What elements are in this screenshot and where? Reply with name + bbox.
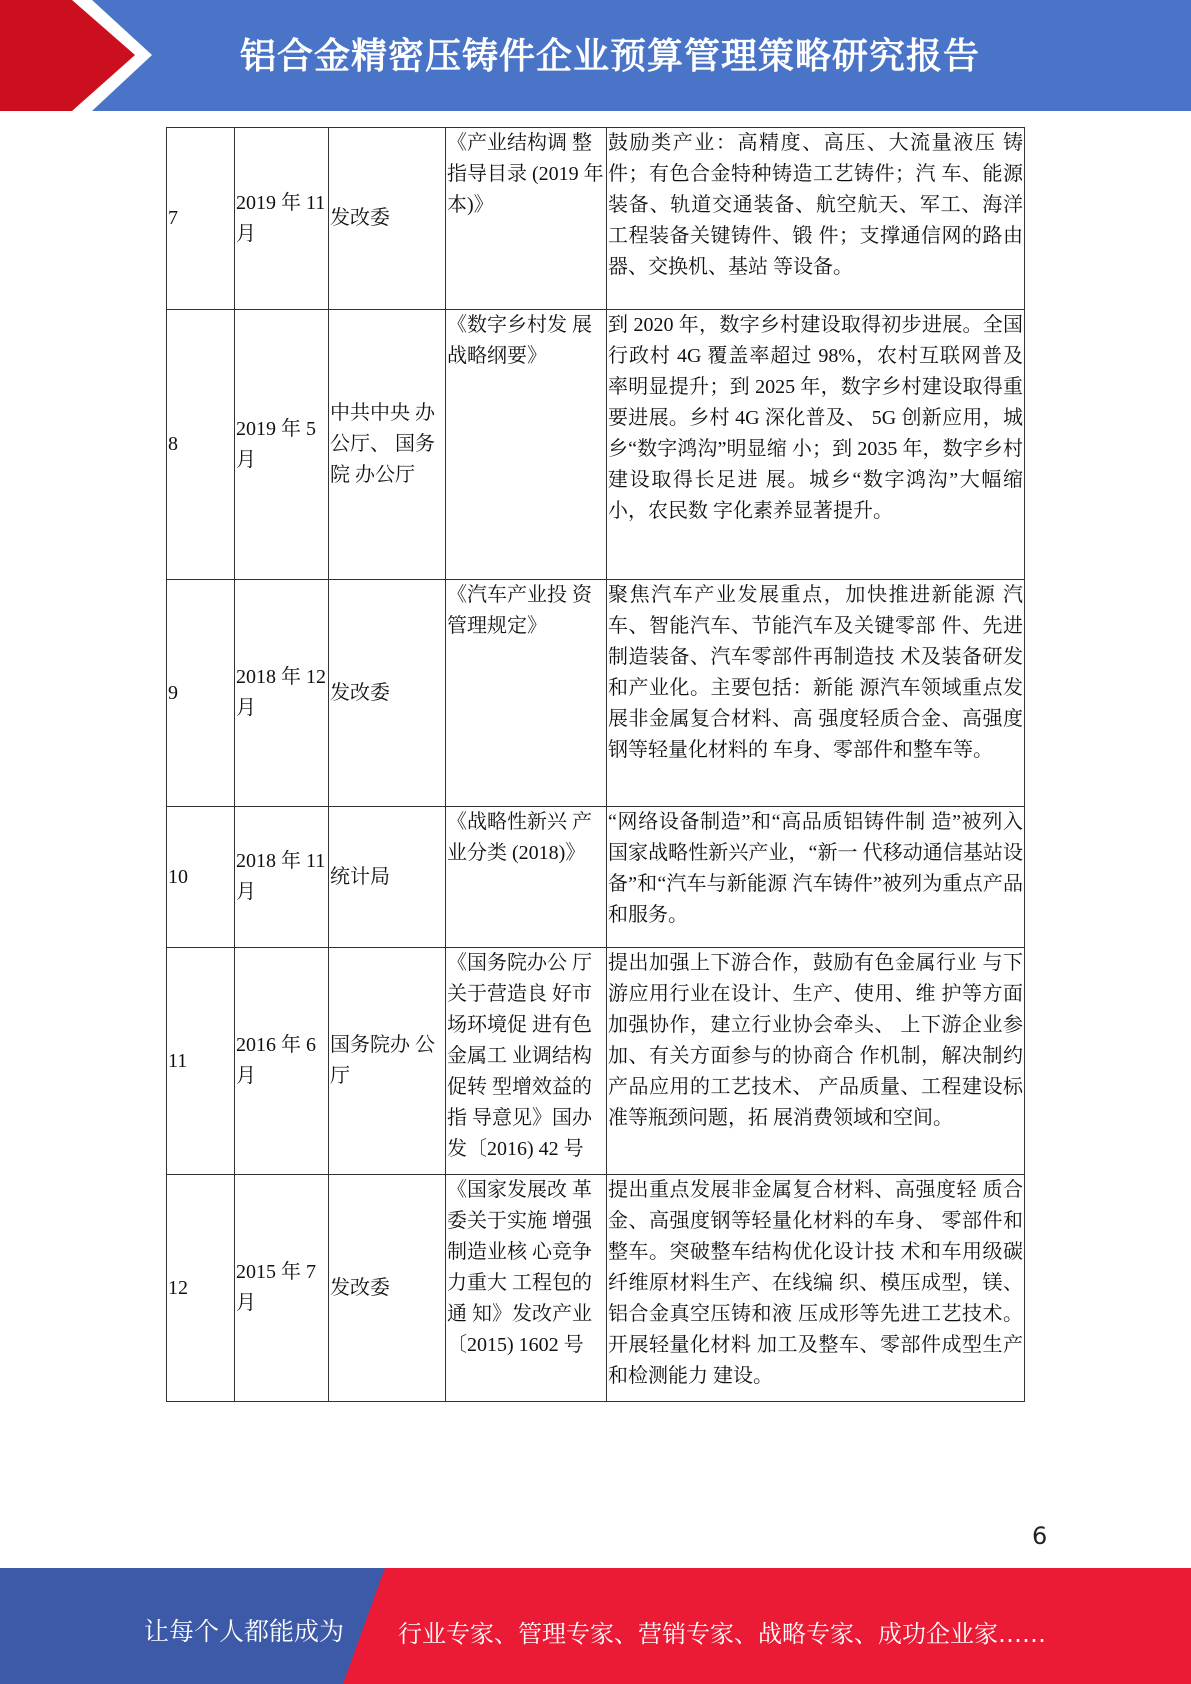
issue-date: 2018 年 11 月 [235, 807, 329, 948]
issuing-department: 国务院办 公厅 [329, 948, 446, 1175]
footer-slogan-left: 让每个人都能成为 [144, 1617, 345, 1646]
issue-date: 2015 年 7 月 [235, 1175, 329, 1402]
header-red-chevron-decoration [0, 0, 135, 111]
policy-document: 《国家发展改 革委关于实施 增强制造业核 心竞争力重大 工程包的通 知》发改产业〔2015) 1602 号 [446, 1175, 607, 1402]
row-number: 10 [167, 807, 235, 948]
row-number: 9 [167, 580, 235, 807]
policy-content: “网络设备制造”和“高品质铝铸件制 造”被列入国家战略性新兴产业，“新一 代移动通信基站设备”和“汽车与新能源 汽车铸件”被列为重点产品和服务。 [607, 807, 1025, 948]
policy-content: 聚焦汽车产业发展重点，加快推进新能源 汽车、智能汽车、节能汽车及关键零部 件、先进制造装备、汽车零部件再制造技 术及装备研发和产业化。主要包括：新能 源汽车领域重点发展非金属复合材料、高 强度轻质合金、高强度钢等轻量化材料的 车身、零部件和整车等。 [607, 580, 1025, 807]
issuing-department: 发改委 [329, 1175, 446, 1402]
table-row [167, 948, 1025, 1175]
policy-content: 鼓励类产业：高精度、高压、大流量液压 铸件；有色合金特种铸造工艺铸件；汽 车、能源装备、轨道交通装备、航空航天、军工、海洋工程装备关键铸件、锻 件；支撑通信网的路由器、交换机、基站 等设备。 [607, 128, 1025, 310]
policy-content: 到 2020 年，数字乡村建设取得初步进展。全国行政村 4G 覆盖率超过 98%，农村互联网普及率明显提升；到 2025 年，数字乡村建设取得重要进展。乡村 4G 深化普及、 5G 创新应用，城乡“数字鸿沟”明显缩 小；到 2035 年，数字乡村建设取得长足进 展。城乡“数字鸿沟”大幅缩小，农民数 字化素养显著提升。 [607, 310, 1025, 580]
policy-content: 提出重点发展非金属复合材料、高强度轻 质合金、高强度钢等轻量化材料的车身、 零部件和整车。突破整车结构优化设计技 术和车用级碳纤维原材料生产、在线编 织、模压成型，镁、铝合金真空压铸和液 压成形等先进工艺技术。开展轻量化材料 加工及整车、零部件成型生产和检测能力 建设。 [607, 1175, 1025, 1402]
issue-date: 2019 年 11 月 [235, 128, 329, 310]
table-row [167, 310, 1025, 580]
policy-document: 《汽车产业投 资管理规定》 [446, 580, 607, 807]
policy-document: 《国务院办公 厅关于营造良 好市场环境促 进有色金属工 业调结构促转 型增效益的指 导意见》国办 发〔2016) 42 号 [446, 948, 607, 1175]
issue-date: 2019 年 5 月 [235, 310, 329, 580]
page-number: 6 [1032, 1522, 1048, 1550]
issuing-department: 统计局 [329, 807, 446, 948]
issuing-department: 中共中央 办公厅、 国务院 办公厅 [329, 310, 446, 580]
policy-table [166, 127, 1025, 1402]
row-number: 11 [167, 948, 235, 1175]
issuing-department: 发改委 [329, 128, 446, 310]
row-number: 12 [167, 1175, 235, 1402]
issuing-department: 发改委 [329, 580, 446, 807]
issue-date: 2018 年 12 月 [235, 580, 329, 807]
policy-document: 《产业结构调 整指导目录 (2019 年本)》 [446, 128, 607, 310]
table-row [167, 1175, 1025, 1402]
row-number: 7 [167, 128, 235, 310]
report-header [0, 0, 1191, 111]
table-row [167, 128, 1025, 310]
issue-date: 2016 年 6 月 [235, 948, 329, 1175]
table-row [167, 807, 1025, 948]
row-number: 8 [167, 310, 235, 580]
policy-document: 《战略性新兴 产业分类 (2018)》 [446, 807, 607, 948]
table-row [167, 580, 1025, 807]
policy-document: 《数字乡村发 展战略纲要》 [446, 310, 607, 580]
report-footer [0, 1568, 1191, 1684]
report-title: 铝合金精密压铸件企业预算管理策略研究报告 [240, 36, 981, 77]
footer-slogan-right: 行业专家、管理专家、营销专家、战略专家、成功企业家…… [398, 1620, 1046, 1648]
policy-content: 提出加强上下游合作，鼓励有色金属行业 与下游应用行业在设计、生产、使用、维 护等方面加强协作，建立行业协会牵头、 上下游企业参加、有关方面参与的协商合 作机制，解决制约产品应用的工艺技术、 产品质量、工程建设标准等瓶颈问题，拓 展消费领域和空间。 [607, 948, 1025, 1175]
